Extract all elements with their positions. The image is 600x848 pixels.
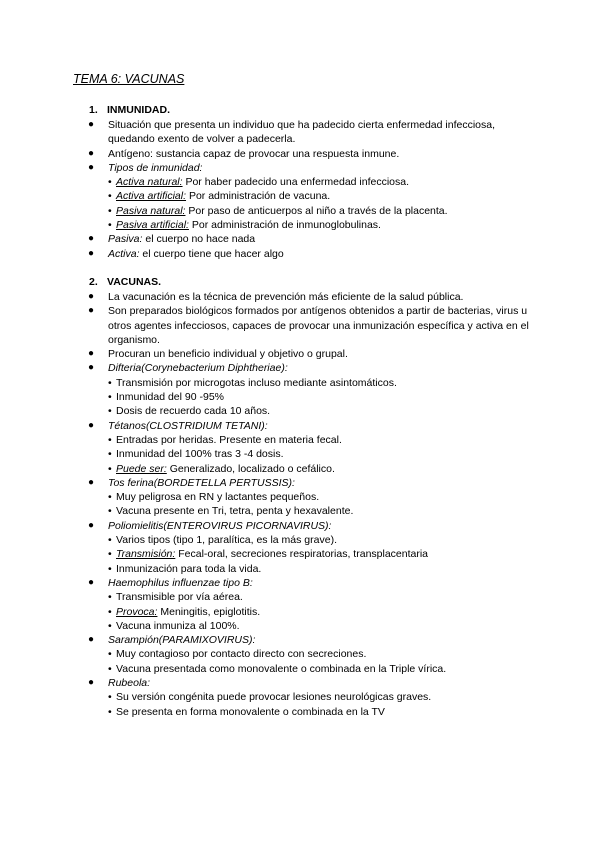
section-number: 2. [89,275,98,288]
sub-bullet-icon: • [108,648,112,661]
sub-bullet-item [0,662,600,676]
sub-bullet-icon: • [108,562,112,575]
bullet-label: Sarampión(PARAMIXOVIRUS): [108,634,256,647]
sub-bullet-icon: • [108,619,112,632]
bullet-item [0,476,600,490]
sub-bullet-icon: • [108,591,112,604]
sub-bullet-item [0,404,600,418]
sub-bullet-item [0,647,600,661]
sub-bullet-text: Inmunidad del 100% tras 3 -4 dosis. [116,448,284,461]
sub-bullet-item [0,376,600,390]
sub-bullet-text: Varios tipos (tipo 1, paralítica, es la más grave). [116,534,337,547]
sub-bullet-text: Transmisible por vía aérea. [116,591,243,604]
document-title: TEMA 6: VACUNAS [73,72,185,86]
bullet-item [0,232,600,246]
sub-bullet-item [0,547,600,561]
bullet-item [0,304,600,347]
bullet-icon: ● [88,147,95,159]
bullet-icon: ● [88,476,95,488]
sub-bullet-icon: • [108,448,112,461]
sub-bullet-icon: • [108,462,112,475]
sub-bullet-item [0,605,600,619]
bullet-item [0,519,600,533]
sub-bullet-icon: • [108,219,112,232]
bullet-text: Situación que presenta un individuo que ha padecido cierta enfermedad infecciosa, quedando exento de volver a padecerla. [108,119,496,146]
sub-bullet-text: Vacuna inmuniza al 100%. [116,619,240,632]
bullet-item [0,147,600,161]
bullet-icon: ● [88,161,95,173]
sub-bullet-icon: • [108,491,112,504]
bullet-item [0,118,600,147]
sub-bullet-text: Vacuna presente en Tri, tetra, penta y hexavalente. [116,505,354,518]
bullet-label: Tipos de inmunidad: [108,161,203,174]
bullet-text: el cuerpo no hace nada [142,233,256,246]
sub-bullet-text: Transmisión por microgotas incluso mediante asintomáticos. [116,376,397,389]
sub-bullet-item [0,619,600,633]
bullet-item [0,347,600,361]
sub-bullet-text: Entradas por heridas. Presente en materia fecal. [116,433,342,446]
sub-bullet-label: Provoca: [116,605,158,618]
section-title: VACUNAS. [107,275,162,288]
bullet-item [0,247,600,261]
sub-bullet-label: Activa artificial: [116,190,187,203]
sub-bullet-text: Por administración de inmunoglobulinas. [188,219,381,232]
sub-bullet-text: Inmunización para toda la vida. [116,562,262,575]
sub-bullet-icon: • [108,433,112,446]
sub-bullet-item [0,562,600,576]
sub-bullet-text: Generalizado, localizado o cefálico. [166,462,335,475]
sub-bullet-icon: • [108,534,112,547]
section-title: INMUNIDAD. [107,104,170,116]
bullet-text: Antígeno: sustancia capaz de provocar una respuesta inmune. [108,147,400,160]
document-body [0,102,600,719]
sub-bullet-text: Muy contagioso por contacto directo con secreciones. [116,648,367,661]
section-number: 1. [89,104,98,116]
section-gap [0,261,600,274]
sub-bullet-icon: • [108,405,112,418]
sub-bullet-text: Dosis de recuerdo cada 10 años. [116,405,271,418]
sub-bullet-item [0,390,600,404]
bullet-icon: ● [88,247,95,259]
bullet-label: Activa: [108,247,140,260]
bullet-text: el cuerpo tiene que hacer algo [139,247,284,260]
bullet-label: Poliomielitis(ENTEROVIRUS PICORNAVIRUS): [108,519,332,532]
bullet-icon: ● [88,576,95,588]
bullet-label: Rubeola: [108,676,151,689]
bullet-item [0,361,600,375]
bullet-label: Tos ferina(BORDETELLA PERTUSSIS): [108,476,295,489]
bullet-label: Haemophilus influenzae tipo B: [108,576,253,589]
sub-bullet-item [0,433,600,447]
sub-bullet-item [0,175,600,189]
sub-bullet-label: Pasiva natural: [116,204,186,217]
sub-bullet-item [0,447,600,461]
bullet-item [0,676,600,690]
sub-bullet-icon: • [108,176,112,189]
sub-bullet-item [0,204,600,218]
section-heading [0,275,600,290]
sub-bullet-item [0,218,600,232]
sub-bullet-icon: • [108,190,112,203]
sub-bullet-text: Muy peligrosa en RN y lactantes pequeños. [116,491,320,504]
sub-bullet-icon: • [108,548,112,561]
sub-bullet-item [0,189,600,203]
bullet-label: Difteria(Corynebacterium Diphtheriae): [108,362,288,375]
sub-bullet-text: Por paso de anticuerpos al niño a través de la placenta. [185,204,448,217]
sub-bullet-item [0,504,600,518]
bullet-label: Pasiva: [108,233,143,246]
sub-bullet-item [0,690,600,704]
bullet-icon: ● [88,519,95,531]
sub-bullet-label: Transmisión: [116,548,176,561]
bullet-icon: ● [88,362,95,374]
sub-bullet-item [0,705,600,719]
bullet-item [0,576,600,590]
bullet-text: La vacunación es la técnica de prevención más eficiente de la salud pública. [108,290,464,303]
sub-bullet-item [0,490,600,504]
sub-bullet-text: Por administración de vacuna. [186,190,331,203]
sub-bullet-text: Por haber padecido una enfermedad infecciosa. [182,176,410,189]
sub-bullet-icon: • [108,204,112,217]
bullet-icon: ● [88,290,95,302]
bullet-item [0,633,600,647]
bullet-icon: ● [88,305,95,317]
sub-bullet-text: Su versión congénita puede provocar lesiones neurológicas graves. [116,691,432,704]
bullet-text: Procuran un beneficio individual y objetivo o grupal. [108,348,348,361]
bullet-text: Son preparados biológicos formados por antígenos obtenidos a partir de bacterias, virus u otros agentes infecciosos, capaces de provocar una inmunización específica y activa en el organismo. [108,305,529,346]
bullet-icon: ● [88,233,95,245]
bullet-icon: ● [88,419,95,431]
bullet-icon: ● [88,634,95,646]
bullet-label: Tétanos(CLOSTRIDIUM TETANI): [108,419,268,432]
sub-bullet-icon: • [108,662,112,675]
section-heading [0,103,600,118]
bullet-icon: ● [88,676,95,688]
sub-bullet-icon: • [108,691,112,704]
sub-bullet-text: Fecal-oral, secreciones respiratorias, transplacentaria [175,548,429,561]
bullet-item [0,290,600,304]
sub-bullet-text: Meningitis, epiglotitis. [157,605,261,618]
sub-bullet-icon: • [108,376,112,389]
bullet-icon: ● [88,348,95,360]
sub-bullet-icon: • [108,505,112,518]
sub-bullet-icon: • [108,605,112,618]
sub-bullet-label: Pasiva artificial: [116,219,189,232]
sub-bullet-item [0,533,600,547]
sub-bullet-text: Inmunidad del 90 -95% [116,391,224,404]
sub-bullet-icon: • [108,705,112,718]
sub-bullet-item [0,462,600,476]
bullet-item [0,161,600,175]
bullet-item [0,419,600,433]
bullet-icon: ● [88,119,95,130]
sub-bullet-label: Puede ser: [116,462,167,475]
sub-bullet-item [0,590,600,604]
sub-bullet-label: Activa natural: [116,176,183,189]
sub-bullet-text: Se presenta en forma monovalente o combinada en la TV [116,705,385,718]
sub-bullet-icon: • [108,391,112,404]
sub-bullet-text: Vacuna presentada como monovalente o combinada en la Triple vírica. [116,662,447,675]
